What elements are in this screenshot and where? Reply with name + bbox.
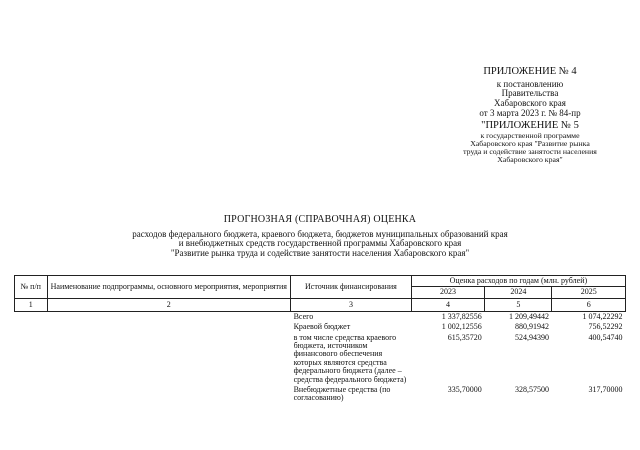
- table-row: [15, 333, 626, 385]
- year-header: 2024: [485, 287, 552, 298]
- table-row: [15, 311, 626, 322]
- funding-source: Всего: [293, 311, 314, 321]
- value-cell: 1 337,82556: [441, 311, 482, 321]
- value-cell: 1 209,49442: [508, 311, 549, 321]
- column-number: 3: [291, 298, 412, 311]
- value-cell: 880,91942: [514, 322, 549, 332]
- program-line: труда и содействие занятости населения: [463, 147, 597, 156]
- value-cell: 1 002,12556: [441, 322, 482, 332]
- column-number-row: [15, 298, 626, 311]
- document-title: ПРОГНОЗНАЯ (СПРАВОЧНАЯ) ОЦЕНКА: [223, 214, 417, 225]
- value-cell: 1 074,22292: [582, 311, 623, 321]
- value-cell: 400,54740: [588, 332, 623, 342]
- decree-line: Хабаровского края: [494, 98, 566, 109]
- value-cell: 328,57500: [514, 384, 549, 394]
- column-header-number: № п/п: [15, 276, 48, 299]
- year-header: 2023: [411, 287, 484, 298]
- value-cell: 335,70000: [447, 384, 482, 394]
- year-header: 2025: [552, 287, 626, 298]
- decree-line: к постановлению: [496, 78, 564, 89]
- column-number: 5: [485, 298, 552, 311]
- decree-date-line: от 3 марта 2023 г. № 84-пр: [479, 108, 581, 119]
- estimate-table: [14, 275, 626, 404]
- value-cell: 524,94390: [514, 332, 549, 342]
- document-subtitle: [40, 230, 600, 258]
- funding-source: Краевой бюджет: [293, 322, 351, 332]
- decree-line: Правительства: [501, 88, 559, 99]
- appendix-title-2: "ПРИЛОЖЕНИЕ № 5: [481, 120, 579, 132]
- value-cell: 756,52292: [588, 322, 623, 332]
- program-line: к государственной программе: [480, 130, 580, 140]
- subtitle-line: и внебюджетных средств государственной программы Хабаровского края: [178, 238, 462, 249]
- appendix-header: [440, 66, 620, 164]
- column-number: 1: [15, 298, 48, 311]
- column-number: 4: [411, 298, 484, 311]
- value-cell: 615,35720: [447, 332, 482, 342]
- table-row: [15, 322, 626, 332]
- appendix-title: ПРИЛОЖЕНИЕ № 4: [483, 66, 577, 77]
- column-header-estimate: Оценка расходов по годам (млн. рублей): [411, 276, 625, 287]
- column-number: 6: [552, 298, 626, 311]
- program-line: Хабаровского края "Развитие рынка: [470, 138, 590, 148]
- table-row: [15, 385, 626, 404]
- subtitle-line: расходов федерального бюджета, краевого бюджета, бюджетов муниципальных образований края: [132, 229, 508, 239]
- value-cell: 317,70000: [588, 384, 623, 394]
- column-header-name: Наименование подпрограммы, основного мероприятия, мероприятия: [47, 276, 291, 299]
- subtitle-line: "Развитие рынка труда и содействие занятости населения Хабаровского края": [170, 247, 470, 258]
- program-line: Хабаровского края": [497, 155, 563, 165]
- column-number: 2: [47, 298, 291, 311]
- column-header-source: Источник финансирования: [291, 276, 412, 299]
- funding-source: Внебюджетные средства (по согласованию): [293, 384, 391, 403]
- funding-source: в том числе средства краевого бюджета, источником финансового обеспечения которых являются средства федерального бюджета (далее – средства федерального бюджета): [293, 332, 407, 384]
